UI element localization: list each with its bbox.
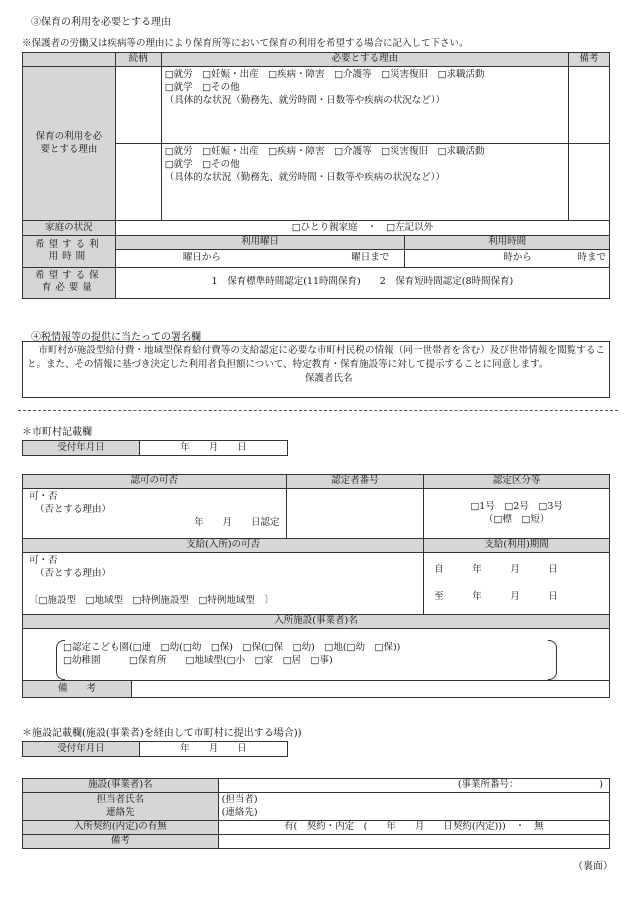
fac-name-cell[interactable] <box>218 779 609 793</box>
need-options[interactable]: 1 保育標準時間認定(11時間保育) 2 保育短時間認定(8時間保育) <box>115 267 609 298</box>
approve-cell[interactable]: 可・否 （否とする理由） 年 月 日認定 <box>23 489 287 539</box>
reason-header: 必要とする理由 <box>161 53 568 67</box>
use-time-header: 利用時間 <box>405 236 610 250</box>
fac-table <box>22 778 610 849</box>
muni-remarks-label: 備 考 <box>23 681 132 697</box>
section3-title: ③保育の利用を必要とする理由 <box>31 17 171 28</box>
fac-name-label: 施設(事業者)名 <box>23 779 219 793</box>
muni-remarks-input[interactable] <box>132 681 609 697</box>
period-cell[interactable]: 自 年 月 日 至 年 月 日 <box>424 553 610 615</box>
muni-recv-table <box>22 440 288 456</box>
guardian-name-label: 保護者氏名 <box>305 372 353 384</box>
use-days-cell[interactable] <box>115 249 404 267</box>
relation-cell-1[interactable] <box>115 67 161 144</box>
fac-person-cell[interactable]: (担当者) (連絡先) <box>218 793 609 821</box>
facility-section-title: ＊施設記載欄(施設(事業者)を経由して市町村に提出する場合)) <box>22 728 302 739</box>
need-label: 希望する保育必要量 <box>23 267 116 298</box>
remarks-cell-2[interactable] <box>569 144 610 221</box>
consent-text: 市町村が施設型給付費・地域型保育給付費等の支給認定に必要な市町村民税の情報（同一世帯者を含む）及び世帯情報を閲覧すること。また、その情報に基づき決定した利用者負担額について、特定教育・保育施設等に対して提示することに同意します。 <box>27 345 605 370</box>
fac-remarks-input[interactable] <box>218 835 609 849</box>
use-time-cell[interactable] <box>405 249 610 267</box>
remarks-cell-1[interactable] <box>569 67 610 144</box>
days-to: 曜日まで <box>351 251 390 263</box>
facility-bracket-left <box>56 640 65 680</box>
reason-row-label: 保育の利用を必要とする理由 <box>23 67 116 221</box>
family-options[interactable]: □ひとり親家庭 ・ □左記以外 <box>115 221 609 236</box>
reason-cell-1[interactable]: □就労 □妊娠・出産 □疾病・障害 □介護等 □災害復旧 □求職活動 □就学 □その他 （具体的な状況（勤務先、就労時間・日数等や疾病の状況など）） <box>161 67 568 144</box>
pay-cell[interactable]: 可・否 （否とする理由） 〔□施設型 □地域型 □特例施設型 □特例地域型 〕 <box>23 553 424 615</box>
days-from: 曜日から <box>182 251 221 263</box>
fac-contract-cell[interactable]: 有( 契約・内定 ( 年 月 日契約(内定))) ・ 無 <box>218 821 609 835</box>
consent-table <box>22 341 610 398</box>
muni-recv-date[interactable]: 年 月 日 <box>140 441 288 456</box>
pay-header: 支給(入所)の可否 <box>23 539 424 553</box>
cert-class-header: 認定区分等 <box>424 475 610 489</box>
fac-contract-label: 入所契約(内定)の有無 <box>23 821 219 835</box>
time-from: 時から <box>503 251 532 263</box>
period-header: 支給(利用)期間 <box>424 539 610 553</box>
family-label: 家庭の状況 <box>23 221 116 236</box>
cert-class-cell[interactable]: □1号 □2号 □3号 （□標 □短） <box>424 489 610 539</box>
cut-line <box>18 410 618 411</box>
section4-title: ④税情報等の提供に当たっての署名欄 <box>31 332 201 343</box>
use-days-header: 利用曜日 <box>115 236 404 250</box>
fac-recv-table <box>22 741 288 757</box>
facility-cell[interactable]: □認定こども園(□連 □幼(□幼 □保) □保(□保 □幼) □地(□幼 □保)) □幼稚園 □保育所 □地域型(□小 □家 □居 □事) <box>23 629 610 681</box>
cert-no-header: 認定者番号 <box>286 475 424 489</box>
fac-person-label: 担当者氏名 連絡先 <box>23 793 219 821</box>
consent-cell <box>23 342 610 398</box>
remarks-header: 備考 <box>569 53 610 67</box>
approve-header: 認可の可否 <box>23 475 287 489</box>
office-number: (事業所番号： ) <box>457 779 603 791</box>
relation-cell-2[interactable] <box>115 144 161 221</box>
fac-recv-date[interactable]: 年 月 日 <box>140 742 288 757</box>
time-to: 時まで <box>577 251 606 263</box>
muni-remarks-row <box>23 681 610 698</box>
fac-recv-label: 受付年月日 <box>23 742 140 757</box>
reason-cell-2[interactable]: □就労 □妊娠・出産 □疾病・障害 □介護等 □災害復旧 □求職活動 □就学 □その他 （具体的な状況（勤務先、就労時間・日数等や疾病の状況など）） <box>161 144 568 221</box>
reason-table <box>22 52 610 299</box>
facility-bracket-right <box>548 640 557 680</box>
muni-recv-label: 受付年月日 <box>23 441 140 456</box>
muni-table <box>22 474 610 698</box>
relation-header: 続柄 <box>115 53 161 67</box>
fac-remarks-label: 備考 <box>23 835 219 849</box>
cert-no-cell[interactable] <box>286 489 424 539</box>
page-side-label: （裏面） <box>573 861 613 872</box>
use-time-label: 希望する利用時間 <box>23 236 116 268</box>
facility-header: 入所施設(事業者)名 <box>23 615 610 629</box>
muni-title: ＊市町村記載欄 <box>22 427 92 438</box>
section3-note: ※保護者の労働又は疾病等の理由により保育所等において保育の利用を希望する場合に記入して下さい。 <box>22 38 469 49</box>
